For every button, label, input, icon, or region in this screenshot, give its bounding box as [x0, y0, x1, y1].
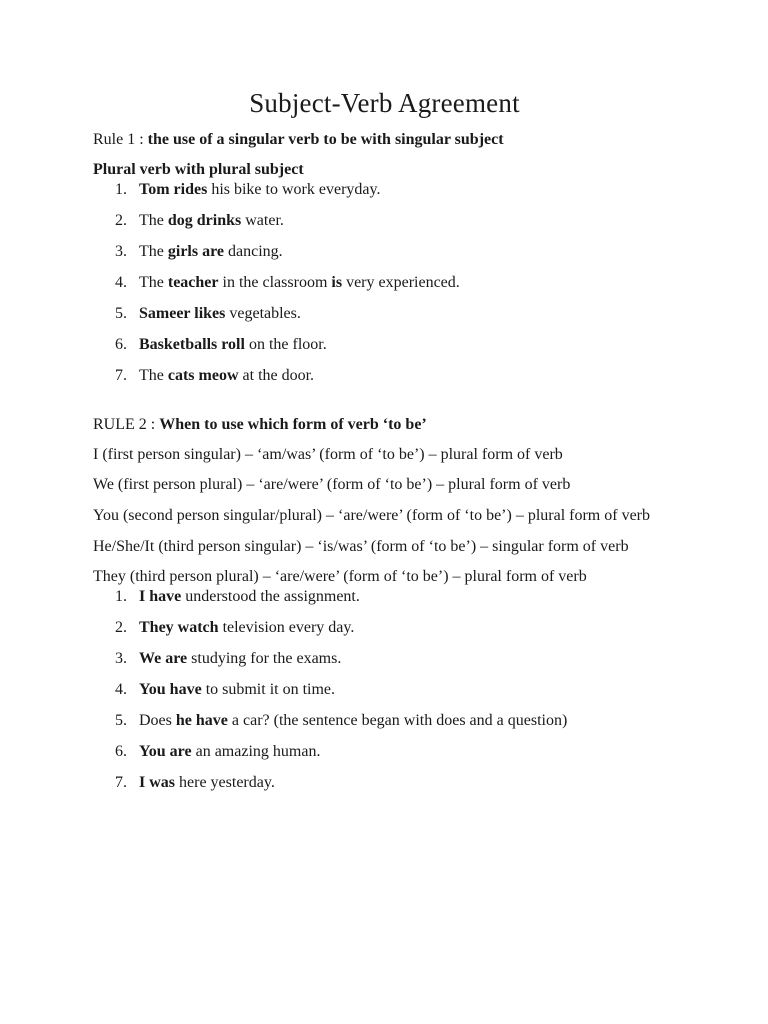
- list-item-text: studying for the exams.: [187, 650, 342, 667]
- rule-2-label: RULE 2 :: [93, 416, 160, 433]
- list-item-text: The: [139, 243, 168, 260]
- list-item-number: 2.: [115, 619, 127, 636]
- list-item-number: 3.: [115, 243, 127, 260]
- list-item-number: 2.: [115, 212, 127, 229]
- rule-1-subheading-text: Plural verb with plural subject: [93, 161, 304, 178]
- rule-1-label: Rule 1 :: [93, 131, 148, 148]
- list-item-text: The: [139, 212, 168, 229]
- list-item-number: 5.: [115, 712, 127, 729]
- list-item-number: 5.: [115, 305, 127, 322]
- list-item-bold-text: cats meow: [167, 367, 239, 384]
- list-item-number: 4.: [115, 681, 127, 698]
- rule-2-heading: [93, 415, 676, 435]
- list-item: [93, 273, 676, 293]
- list-item-text: water.: [241, 212, 284, 229]
- list-item-text: Does: [139, 712, 176, 729]
- list-item-bold-text: Basketballs roll: [139, 336, 245, 353]
- rule-1-subheading: [93, 160, 676, 180]
- list-item-text: at the door.: [238, 367, 315, 384]
- list-item-text: an amazing human.: [191, 743, 321, 760]
- list-item: [93, 366, 676, 386]
- list-item-bold-text: I was: [139, 774, 176, 791]
- form-line-first-plural: We (first person plural) – ‘are/were’ (form of ‘to be’) – plural form of verb: [93, 476, 571, 493]
- list-item-bold-text: You have: [139, 681, 202, 698]
- rule-2-examples-list: [93, 587, 676, 793]
- list-item: [93, 742, 676, 762]
- list-item-text: The: [139, 274, 168, 291]
- list-item: [93, 587, 676, 607]
- list-item-text: here yesterday.: [175, 774, 275, 791]
- list-item-text: his bike to work everyday.: [207, 181, 381, 198]
- list-item-text: to submit it on time.: [201, 681, 336, 698]
- list-item-bold-text: You are: [139, 743, 192, 760]
- form-line-third-singular: He/She/It (third person singular) – ‘is/was’ (form of ‘to be’) – singular form of verb: [93, 538, 629, 555]
- list-item-bold-text: Tom rides: [139, 181, 208, 198]
- list-item-text: very experienced.: [342, 274, 460, 291]
- rule-1-examples-list: [93, 180, 676, 386]
- list-item-number: 4.: [115, 274, 127, 291]
- list-item-number: 7.: [115, 367, 127, 384]
- form-line-third-plural: They (third person plural) – ‘are/were’ (form of ‘to be’) – plural form of verb: [93, 568, 587, 585]
- list-item-text: The: [139, 367, 168, 384]
- rule-1-heading: [93, 130, 676, 150]
- form-line-second-person: You (second person singular/plural) – ‘are/were’ (form of ‘to be’) – plural form of verb: [93, 507, 651, 524]
- list-item-bold-text: is: [331, 274, 343, 291]
- list-item-bold-text: girls are: [167, 243, 225, 260]
- list-item: [93, 680, 676, 700]
- list-item: [93, 242, 676, 262]
- list-item: [93, 335, 676, 355]
- list-item-bold-text: They watch: [139, 619, 219, 636]
- page-title: Subject-Verb Agreement: [249, 88, 520, 118]
- form-line-first-singular: I (first person singular) – ‘am/was’ (form of ‘to be’) – plural form of verb: [93, 446, 563, 463]
- list-item: [93, 773, 676, 793]
- list-item: [93, 649, 676, 669]
- list-item-text: vegetables.: [225, 305, 301, 322]
- list-item-number: 1.: [115, 588, 127, 605]
- list-item-bold-text: We are: [139, 650, 188, 667]
- list-item-number: 6.: [115, 743, 127, 760]
- rule-2-text: When to use which form of verb ‘to be’: [159, 416, 427, 433]
- list-item-bold-text: teacher: [167, 274, 219, 291]
- list-item-text: on the floor.: [244, 336, 327, 353]
- list-item: [93, 304, 676, 324]
- list-item-text: dancing.: [224, 243, 283, 260]
- list-item-number: 7.: [115, 774, 127, 791]
- list-item: [93, 211, 676, 231]
- list-item: [93, 618, 676, 638]
- list-item-bold-text: he have: [175, 712, 228, 729]
- list-item-text: understood the assignment.: [181, 588, 360, 605]
- list-item-text: television every day.: [218, 619, 355, 636]
- list-item-text: a car? (the sentence began with does and a question): [227, 712, 568, 729]
- list-item-bold-text: dog drinks: [167, 212, 242, 229]
- rule-1-text: the use of a singular verb to be with singular subject: [147, 131, 504, 148]
- list-item-bold-text: Sameer likes: [139, 305, 226, 322]
- list-item: [93, 180, 676, 200]
- list-item: [93, 711, 676, 731]
- list-item-text: in the classroom: [218, 274, 332, 291]
- list-item-number: 6.: [115, 336, 127, 353]
- list-item-number: 1.: [115, 181, 127, 198]
- list-item-number: 3.: [115, 650, 127, 667]
- list-item-bold-text: I have: [139, 588, 182, 605]
